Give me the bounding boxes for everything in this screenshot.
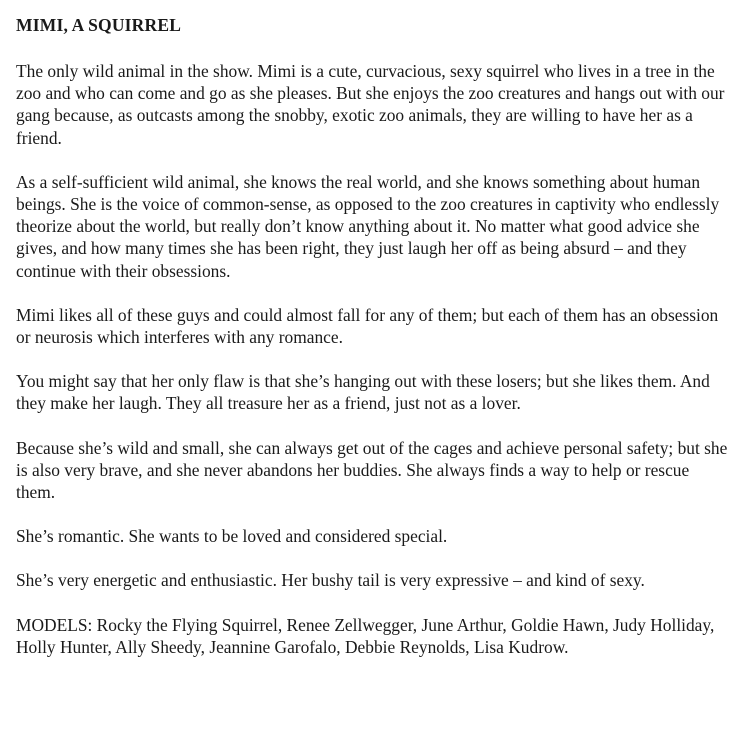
paragraph-intro: The only wild animal in the show. Mimi is a cute, curvacious, sexy squirrel who lives in a tree in the zoo and who can come and go as she pleases. But she enjoys the zoo creatures and hangs out with our gang because, as outcasts among the snobby, exotic zoo animals, they are willing to have her as a friend. (16, 61, 725, 148)
paragraph-only-flaw: You might say that her only flaw is that she’s hanging out with these losers; but she likes them. And they make her laugh. They all treasure her as a friend, just not as a lover. (16, 371, 710, 414)
paragraph-self-sufficient: As a self-sufficient wild animal, she knows the real world, and she knows something about human beings. She is the voice of common-sense, as opposed to the zoo creatures in captivity who endlessly theorize about the world, but really don’t know anything about it. No matter what good advice she gives, and how many times she has been right, they just laugh her off as being absurd – and they continue with their obsessions. (16, 171, 720, 281)
paragraph-wild-and-small: Because she’s wild and small, she can always get out of the cages and achieve personal safety; but she is also very brave, and she never abandons her buddies. She always finds a way to help or rescue them. (16, 437, 728, 503)
paragraph-romantic: She’s romantic. She wants to be loved and considered special. (16, 526, 448, 547)
document-title: MIMI, A SQUIRREL (16, 15, 182, 35)
paragraph-energetic: She’s very energetic and enthusiastic. Her bushy tail is very expressive – and kind of sexy. (16, 570, 645, 591)
paragraph-likes-guys: Mimi likes all of these guys and could almost fall for any of them; but each of them has an obsession or neurosis which interferes with any romance. (16, 304, 719, 348)
paragraph-models: MODELS: Rocky the Flying Squirrel, Renee Zellwegger, June Arthur, Goldie Hawn, Judy Holliday, Holly Hunter, Ally Sheedy, Jeannine Garofalo, Debbie Reynolds, Lisa Kudrow. (16, 614, 715, 657)
